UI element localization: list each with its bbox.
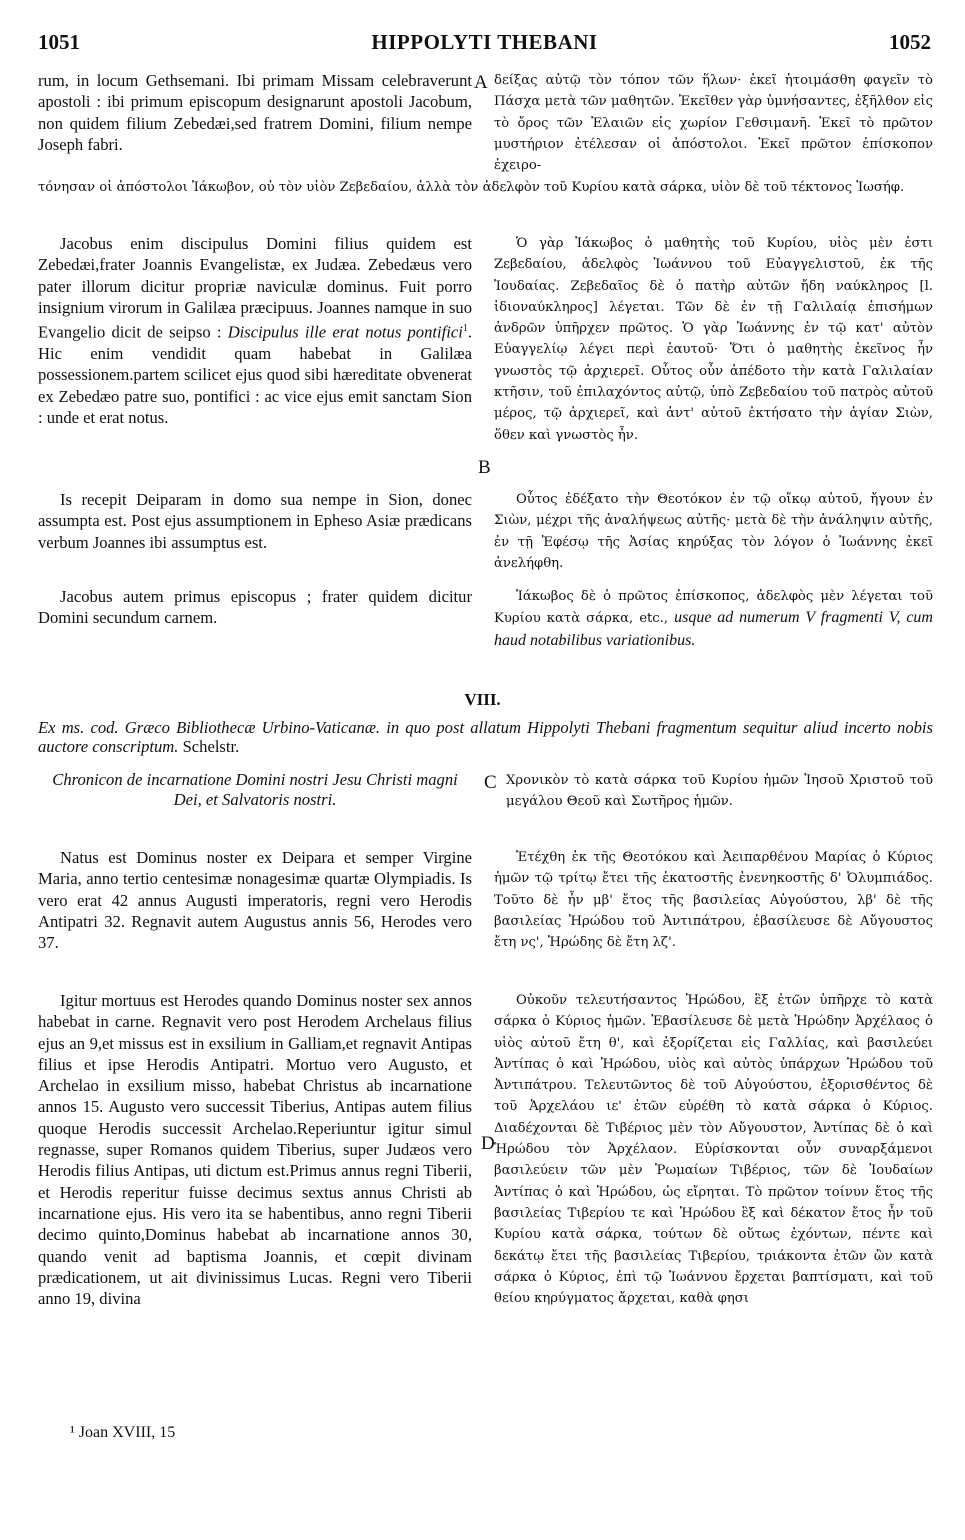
left-page-number: 1051 xyxy=(38,30,80,54)
greek-paragraph-6: Οὐκοῦν τελευτήσαντος Ἡρώδου, ἓξ ἐτῶν ὑπῆρχε τὸ κατὰ σάρκα ὁ Κύριος ἡμῶν. Ἐβασίλευσε δὲ μετὰ Ἡρώδην Ἀρχέλαος ὁ υἱὸς αὐτοῦ ἔτη θ', καὶ ἐξορίζεται εἰς Γαλλίας, καὶ βασιλεύει Ἀντίπας ὁ καὶ Ἡρώδου, υἱὸς καὶ αὐτὸς ὑπάρχων Ἡρώδου τοῦ Ἀντιπάτρου. Τελευτῶντος δὲ τοῦ Αὐγούστου, ἐξορισθέντος δὲ τοῦ Ἀρχελάου ιε' ἐτῶν εὑρέθη τὸ κατὰ σάρκα ὁ Κύριος. Διαδέχονται δὲ Τιβέριος μὲν τὸν Αὔγουστον, Ἀντίπας δὲ ὁ καὶ Ἡρώδου τὸν Ἀρχέλαον. Εὑρίσκονται οὖν συναρξάμενοι βασιλεύειν τῶν μὲν Ῥωμαίων Τιβέριος, τῶν δὲ Ἰουδαίων Ἀντίπας ὁ καὶ Ἡρώδου, ὡς εἴρηται. Τὸ πρῶτον τοίνυν ἔτος τῆς βασιλείας Τιβερίου τε καὶ Ἡρώδου ἓξ καὶ δέκατον ἔτος ἦν τοῦ Κυρίου κατὰ σάρκα, τούτων δὲ οὕτως ἐχόντων, πέντε καὶ δεκάτῳ ἔτει τῆς βασιλείας Τιβερίου, τριάκοντα ἐτῶν ὢν κατὰ σάρκα ὁ Κύριος, ἐπὶ τῷ Ἰωάννου ἔρχεται βαπτίσματι, καὶ τοῦ θείου κηρύγματος ἄρχεται, καθὰ φησι xyxy=(494,993,933,1307)
latin-paragraph-4: Jacobus autem primus episcopus ; frater quidem dicitur Domini secundum carnem. xyxy=(38,587,472,628)
latin-paragraph-5: Natus est Dominus noster ex Deipara et semper Virgine Maria, anno tertio centesimæ nonagesimæ quartæ Olympiadis. Is vero erat 42 annus Augusti imperatoris, regni vero Herodis Antipatri 32. Regnavit autem Augustus annis 56, Herodes vero 37. xyxy=(38,848,472,953)
latin-paragraph-1: rum, in locum Gethsemani. Ibi primam Missam celebraverunt apostoli : ibi primum episcopum designarunt apostoli Jacobum, non quidem filium Zebedæi,sed fratrem Domini, filium nempe Joseph fabri. xyxy=(38,71,472,154)
greek-paragraph-2: Ὁ γὰρ Ἰάκωβος ὁ μαθητὴς τοῦ Κυρίου, υἱὸς μὲν ἐστι Ζεβεδαίου, ἀδελφὸς Ἰωάννου τοῦ Εὐαγγελιστοῦ, ἐκ τῆς Ἰουδαίας. Ζεβεδαῖος δὲ ὁ πατὴρ αὐτῶν ἤδη ναύκληρος [l. ἰδιοναύκληρος] λέγεται. Τῶν δὲ ἐν τῇ Γαλιλαίᾳ ἐπισήμων ἀνδρῶν ὑπῆρχεν πρῶτος. Ὁ γὰρ Ἰωάννης ἐν τῷ κατ' αὐτὸν Εὐαγγελίῳ λέγει περὶ ἑαυτοῦ· Ὅτι ὁ μαθητὴς ἐκεῖνος ἦν γνωστὸς τῷ ἀρχιερεῖ. Οὗτος οὖν ἀπέδοτο τὴν κατὰ Γαλιλαίαν κτῆσιν, τοῦ ἐπιλαχόντος αὐτῷ, ὑπὸ Ζεβεδαίου τοῦ πατρὸς αὐτοῦ μέρος, τῷ ἀρχιερεῖ, καὶ ἀντ' αὐτοῦ ἐκτήσατο τὴν ἁγίαν Σιὼν, ὅθεν καὶ γνωστὸς ἦν. xyxy=(494,236,933,443)
right-page-number: 1052 xyxy=(889,30,931,54)
greek-paragraph-3: Οὗτος ἐδέξατο τὴν Θεοτόκον ἐν τῷ οἴκῳ αὐτοῦ, ἤγουν ἐν Σιὼν, μέχρι τῆς ἀναλήψεως αὐτῆς· μετὰ δὲ τὴν ἀνάληψιν αὐτῆς, ἐν τῇ Ἐφέσῳ τῆς Ἀσίας κηρύξας τὸν λόγον ὁ Ἰωάννης ἐκεῖ ἀνελήφθη. xyxy=(494,492,933,571)
margin-marker-d: D xyxy=(481,1133,495,1154)
section-intro: Ex ms. cod. Græco Bibliothecæ Urbino-Vaticanæ. in quo post allatum Hippolyti Thebani fragmentum sequitur aliud incerto nobis auctore conscriptum. Schelstr. xyxy=(38,718,933,756)
greek-paragraph-5: Ἐτέχθη ἐκ τῆς Θεοτόκου καὶ Ἀειπαρθένου Μαρίας ὁ Κύριος ἡμῶν τῷ τρίτῳ ἔτει τῆς ἑκατοστῆς ἐνενηκοστῆς δ' Ὀλυμπιάδος. Τοῦτο δὲ ἦν μβ' ἔτος τῆς βασιλείας Αὐγούστου, λβ' δὲ τῆς βασιλείας Ἡρώδου τοῦ Ἀντιπάτρου, ἐβασίλευσε δὲ Αὔγουστος ἔτη νς', Ἡρώδης δὲ ἔτη λζ'. xyxy=(494,850,933,951)
greek-paragraph-4: Ἰάκωβος δὲ ὁ πρῶτος ἐπίσκοπος, ἀδελφὸς μὲν λέγεται τοῦ Κυρίου κατὰ σάρκα, etc., usque ad numerum V fragmenti V, cum haud notabilibus variationibus. xyxy=(494,589,933,649)
margin-marker-c: C xyxy=(484,772,497,793)
margin-marker-b: B xyxy=(478,457,491,478)
running-title: HIPPOLYTI THEBANI xyxy=(371,30,598,54)
section-number: VIII. xyxy=(464,690,501,709)
latin-paragraph-6: Igitur mortuus est Herodes quando Dominus noster sex annos habebat in carne. Regnavit vero post Herodem Archelaus filius ejus an 9,et missus est in exsilium in Galliam,et regnavit Antipas filius et ipse Herodis Antipatri. Mortuo vero Augusto, et Archelao in exsilium misso, habebat Christus ab incarnatione annos 15. Augusto vero successit Tiberius, Antipas autem filius quoque Herodis successit Archelao.Reperiuntur igitur simul regnasse, super Romanos quidem Tiberius, super Judæos vero Herodis filius Antipas, uti dictum est.Primus annus regni Tiberii, et Herodis reperitur fuisse decimus sextus annus Christi ab incarnatione ejus. His vero ita se habentibus, anno regni Tiberii decimo quinto,Dominus habebat ab incarnatione annos 30, quando venit ad baptisma Joannis, et cœpit divinam prædicationem, ut ait divinissimus Lucas. Regni vero Tiberii anno 19, divina xyxy=(38,991,472,1309)
greek-chronicon-title: Χρονικὸν τὸ κατὰ σάρκα τοῦ Κυρίου ἡμῶν Ἰησοῦ Χριστοῦ τοῦ μεγάλου Θεοῦ καὶ Σωτῆρος ἡμῶν. xyxy=(506,773,933,810)
running-header xyxy=(38,30,931,56)
latin-chronicon-title: Chronicon de incarnatione Domini nostri Jesu Christi magni Dei, et Salvatoris nostri. xyxy=(52,770,458,809)
latin-paragraph-2: Jacobus enim discipulus Domini filius quidem est Zebedæi,frater Joannis Evangelistæ, ex Judæa. Zebedæus vero pater illorum dicitur propriæ naviculæ dominus. Fuit porro insignium virorum in Galilæa præcipuus. Joannes namque in suo Evangelio dicit de seipso : Discipulus ille erat notus pontifici$^1$. Hic enim vendidit quam habebat in Galilæa possessionem.partem scilicet ejus quod sibi hæreditate obvenerat ex Zebedæo patre suo, pontifici : ac vice ejus emit sanctam Sion : unde et erat notus. xyxy=(38,234,472,427)
footnote: ¹ Joan XVIII, 15 xyxy=(70,1424,176,1441)
greek-paragraph-1: δείξας αὐτῷ τὸν τόπον τῶν ἥλων· ἐκεῖ ἡτοιμάσθη φαγεῖν τὸ Πάσχα μετὰ τῶν μαθητῶν. Ἐκεῖθεν γὰρ ὑμνήσαντες, ἐξῆλθον εἰς τὸ ὄρος τῶν Ἐλαιῶν εἰς χωρίον Γεθσιμανῆ. Ἐκεῖ τὸ πρῶτον μυστήριον ἐτέλεσαν οἱ ἀπόστολοι. Ἐκεῖ πρῶτον ἐπίσκοπον ἐχειρο- xyxy=(494,73,933,174)
latin-paragraph-3: Is recepit Deiparam in domo sua nempe in Sion, donec assumpta est. Post ejus assumptionem in Epheso Asiæ prædicans verbum Joannes ibi assumptus est. xyxy=(38,490,472,552)
margin-marker-a: A xyxy=(474,72,488,93)
greek-fullwidth-line: τόνησαν οἱ ἀπόστολοι Ἰάκωβον, οὐ τὸν υἱὸν Ζεβεδαίου, ἀλλὰ τὸν ἀδελφὸν τοῦ Κυρίου κατὰ σάρκα, υἱὸν δὲ τοῦ τέκτονος Ἰωσήφ. xyxy=(38,180,905,195)
